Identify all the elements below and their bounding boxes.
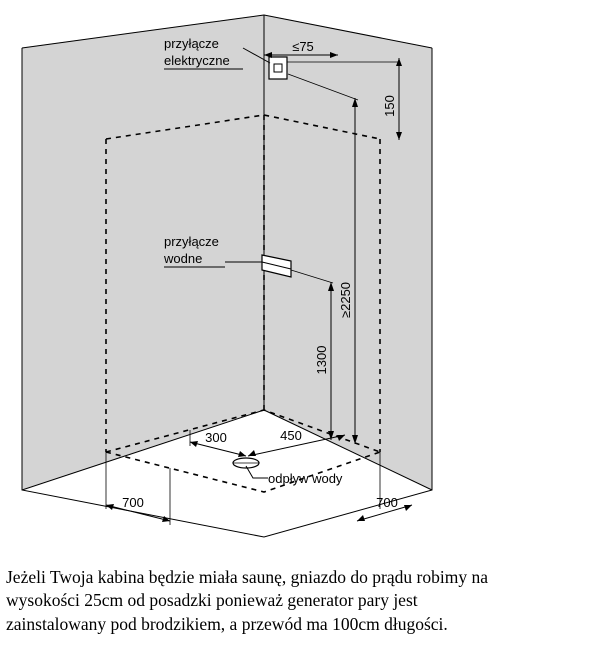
water-connection-label-line2: wodne	[164, 251, 203, 266]
caption-line-1: Jeżeli Twoja kabina będzie miała saunę, gniazdo do prądu robimy na	[6, 567, 488, 587]
caption-line-3: zainstalowany pod brodzikiem, a przewód ma 100cm długości.	[6, 613, 448, 634]
dimension-1300-label: 1300	[314, 345, 329, 375]
dimension-300-label: 300	[205, 430, 227, 445]
dimension-2250-label: ≥2250	[338, 281, 353, 319]
wall-surfaces	[22, 15, 432, 537]
dimension-450-label: 450	[280, 428, 302, 443]
dimension-700-right-label: 700	[376, 495, 398, 510]
dimension-top-offset-label: ≤75	[292, 39, 314, 54]
electrical-connection-label-line1: przyłącze	[164, 36, 219, 51]
water-drain-label: odpływ wody	[268, 471, 343, 486]
caption-line-2: wysokości 25cm od posadzki ponieważ generator pary jest	[6, 590, 418, 611]
dimension-700-left-label: 700	[122, 495, 144, 510]
electrical-connection-label-line2: elektryczne	[164, 53, 230, 68]
water-connection-label-line1: przyłącze	[164, 234, 219, 249]
electrical-outlet-box	[269, 57, 287, 79]
caption-text	[6, 566, 596, 636]
dimension-150-label: 150	[382, 95, 397, 117]
